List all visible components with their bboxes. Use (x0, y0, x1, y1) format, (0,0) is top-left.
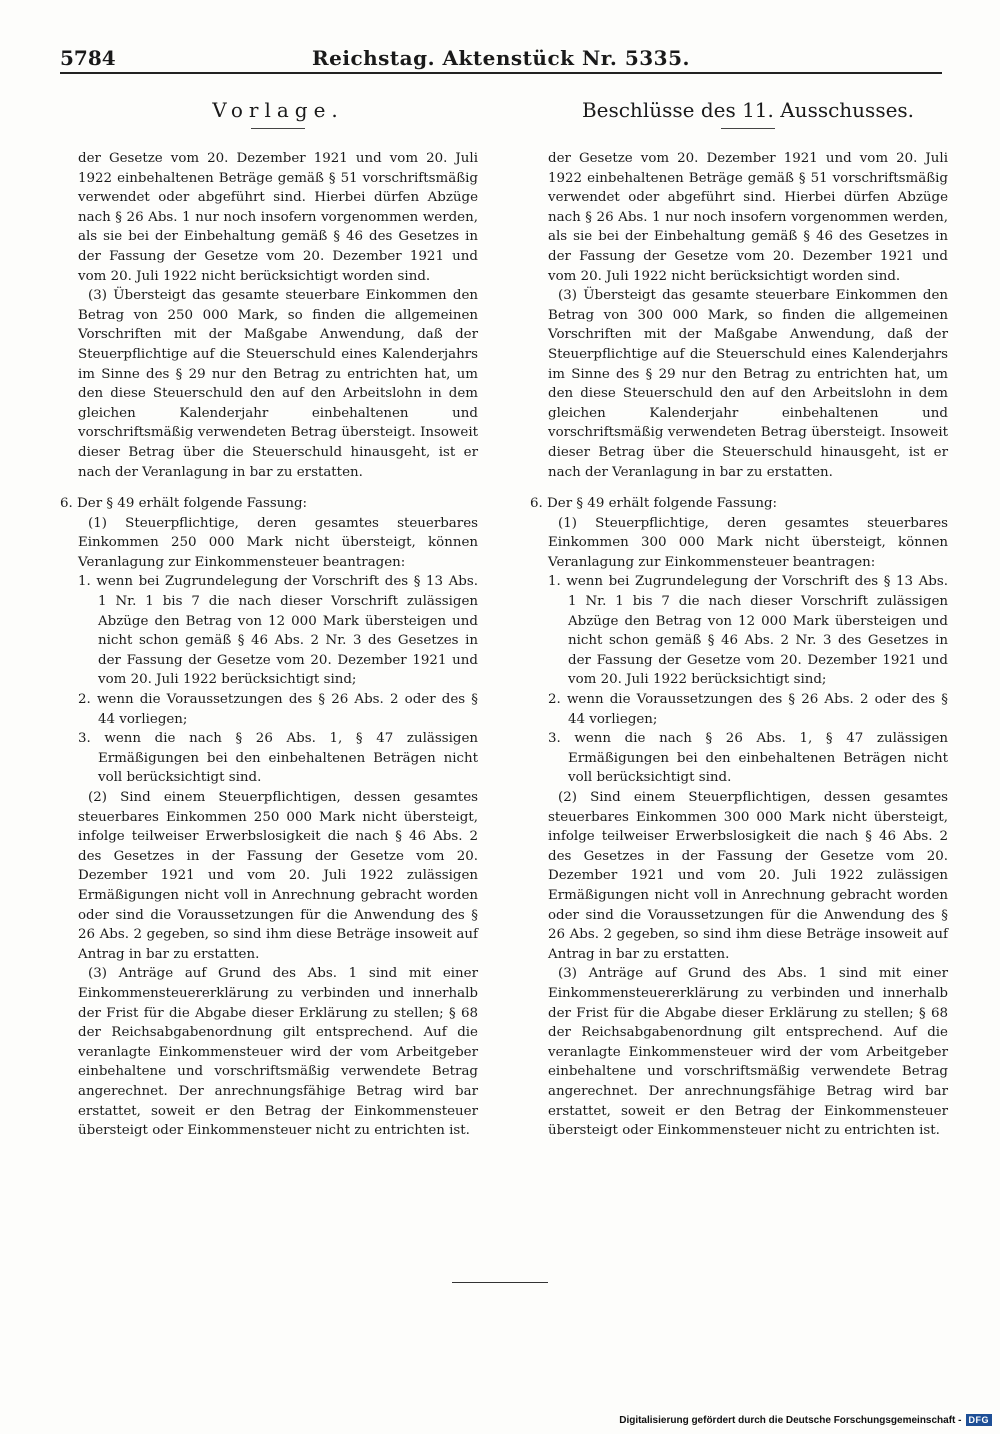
paragraph: (2) Sind einem Steuerpflichtigen, dessen gesamtes steuerbares Einkommen 300 000 Mark nicht übersteigt, infolge teilweiser Erwerbslosigkeit die nach § 46 Abs. 2 des Gesetzes in der Fassung der Gesetze vom 20. Dezember 1921 und vom 20. Juli 1922 zulässigen Ermäßigungen nicht voll in Anrechnung gebracht worden oder sind die Voraussetzungen für die Anwendung des § 26 Abs. 2 gegeben, so sind ihm diese Beträge insoweit auf Antrag in bar zu erstatten. (548, 790, 948, 962)
list-item: 3. wenn die nach § 26 Abs. 1, § 47 zulässigen Ermäßigungen bei den einbehaltenen Beträgen nicht voll berücksichtigt sind. (548, 731, 948, 786)
paragraph: der Gesetze vom 20. Dezember 1921 und vom 20. Juli 1922 einbehaltenen Beträge gemäß § 51 vorschriftsmäßig verwendet oder abgeführt sind. Hierbei dürfen Abzüge nach § 26 Abs. 1 nur noch insofern vorgenommen werden, als sie bei der Einbehaltung gemäß § 46 des Gesetzes in der Fassung der Gesetze vom 20. Dezember 1921 und vom 20. Juli 1922 nicht berücksichtigt worden sind. (78, 151, 478, 284)
paragraph: (2) Sind einem Steuerpflichtigen, dessen gesamtes steuerbares Einkommen 250 000 Mark nicht übersteigt, infolge teilweiser Erwerbslosigkeit die nach § 46 Abs. 2 des Gesetzes in der Fassung der Gesetze vom 20. Dezember 1921 und vom 20. Juli 1922 zulässigen Ermäßigungen nicht voll in Anrechnung gebracht worden oder sind die Voraussetzungen für die Anwendung des § 26 Abs. 2 gegeben, so sind ihm diese Beträge insoweit auf Antrag in bar zu erstatten. (78, 790, 478, 962)
left-column-text (60, 149, 478, 1141)
list-item: 3. wenn die nach § 26 Abs. 1, § 47 zulässigen Ermäßigungen bei den einbehaltenen Beträgen nicht voll berücksichtigt sind. (78, 731, 478, 786)
left-column (60, 96, 478, 1141)
page-number: 5784 (60, 46, 116, 70)
paragraph: 6. Der § 49 erhält folgende Fassung: (530, 496, 778, 512)
paragraph: der Gesetze vom 20. Dezember 1921 und vom 20. Juli 1922 einbehaltenen Beträge gemäß § 51 vorschriftsmäßig verwendet oder abgeführt sind. Hierbei dürfen Abzüge nach § 26 Abs. 1 nur noch insofern vorgenommen werden, als sie bei der Einbehaltung gemäß § 46 des Gesetzes in der Fassung der Gesetze vom 20. Dezember 1921 und vom 20. Juli 1922 nicht berücksichtigt worden sind. (548, 151, 948, 284)
paragraph: (1) Steuerpflichtige, deren gesamtes steuerbares Einkommen 300 000 Mark nicht übersteigt, können Veranlagung zur Einkommensteuer beantragen: (548, 515, 948, 570)
left-title-rule (251, 128, 305, 129)
right-title-rule (721, 128, 775, 129)
paragraph: (3) Übersteigt das gesamte steuerbare Einkommen den Betrag von 250 000 Mark, so finden die allgemeinen Vorschriften mit der Maßgabe Anwendung, daß der Steuerpflichtige auf die Steuerschuld eines Kalenderjahrs im Sinne des § 29 nur den Betrag zu entrichten hat, um den diese Steuerschuld den auf den Arbeitslohn in dem gleichen Kalenderjahr einbehaltenen und vorschriftsmäßig verwendeten Betrag übersteigt. Insoweit dieser Betrag über die Steuerschuld hinausgeht, ist er nach der Veranlagung in bar zu erstatten. (78, 288, 478, 480)
right-column-title: Beschlüsse des 11. Ausschusses. (581, 98, 915, 122)
credit-text: Digitalisierung gefördert durch die Deutsche Forschungsgemeinschaft - (619, 1414, 962, 1426)
paragraph: (3) Anträge auf Grund des Abs. 1 sind mit einer Einkommensteuererklärung zu verbinden und innerhalb der Frist für die Abgabe dieser Erklärung zu stellen; § 68 der Reichsabgabenordnung gilt entsprechend. Auf die veranlagte Einkommensteuer wird der vom Arbeitgeber einbehaltene und vorschriftsmäßig verwendete Betrag angerechnet. Der anrechnungsfähige Betrag wird bar erstattet, soweit er den Betrag der Einkommensteuer übersteigt oder Einkommensteuer nicht zu entrichten ist. (548, 966, 948, 1139)
paragraph: 6. Der § 49 erhält folgende Fassung: (60, 496, 308, 512)
left-column-title: Vorlage. (212, 98, 344, 122)
paragraph: (3) Anträge auf Grund des Abs. 1 sind mit einer Einkommensteuererklärung zu verbinden und innerhalb der Frist für die Abgabe dieser Erklärung zu stellen; § 68 der Reichsabgabenordnung gilt entsprechend. Auf die veranlagte Einkommensteuer wird der vom Arbeitgeber einbehaltene und vorschriftsmäßig verwendete Betrag angerechnet. Der anrechnungsfähige Betrag wird bar erstattet, soweit er den Betrag der Einkommensteuer übersteigt oder Einkommensteuer nicht zu entrichten ist. (78, 966, 478, 1139)
digitization-credit (619, 1414, 992, 1426)
running-head: Reichstag. Aktenstück Nr. 5335. (312, 46, 690, 70)
end-rule (452, 1282, 548, 1283)
page-header (60, 46, 942, 74)
list-item: 2. wenn die Voraussetzungen des § 26 Abs. 2 oder des § 44 vorliegen; (548, 692, 948, 727)
right-column-text (530, 149, 948, 1141)
list-item: 1. wenn bei Zugrundelegung der Vorschrift des § 13 Abs. 1 Nr. 1 bis 7 die nach dieser Vorschrift zulässigen Abzüge den Betrag von 12 000 Mark übersteigen und nicht schon gemäß § 46 Abs. 2 Nr. 3 des Gesetzes in der Fassung der Gesetze vom 20. Dezember 1921 und vom 20. Juli 1922 berücksichtigt sind; (548, 574, 948, 688)
right-column (530, 96, 948, 1141)
dfg-logo: DFG (966, 1414, 993, 1426)
list-item: 1. wenn bei Zugrundelegung der Vorschrift des § 13 Abs. 1 Nr. 1 bis 7 die nach dieser Vorschrift zulässigen Abzüge den Betrag von 12 000 Mark übersteigen und nicht schon gemäß § 46 Abs. 2 Nr. 3 des Gesetzes in der Fassung der Gesetze vom 20. Dezember 1921 und vom 20. Juli 1922 berücksichtigt sind; (78, 574, 478, 688)
paragraph: (1) Steuerpflichtige, deren gesamtes steuerbares Einkommen 250 000 Mark nicht übersteigt, können Veranlagung zur Einkommensteuer beantragen: (78, 515, 478, 570)
paragraph: (3) Übersteigt das gesamte steuerbare Einkommen den Betrag von 300 000 Mark, so finden die allgemeinen Vorschriften mit der Maßgabe Anwendung, daß der Steuerpflichtige auf die Steuerschuld eines Kalenderjahrs im Sinne des § 29 nur den Betrag zu entrichten hat, um den diese Steuerschuld den auf den Arbeitslohn in dem gleichen Kalenderjahr einbehaltenen und vorschriftsmäßig verwendeten Betrag übersteigt. Insoweit dieser Betrag über die Steuerschuld hinausgeht, ist er nach der Veranlagung in bar zu erstatten. (548, 288, 948, 480)
list-item: 2. wenn die Voraussetzungen des § 26 Abs. 2 oder des § 44 vorliegen; (78, 692, 478, 727)
